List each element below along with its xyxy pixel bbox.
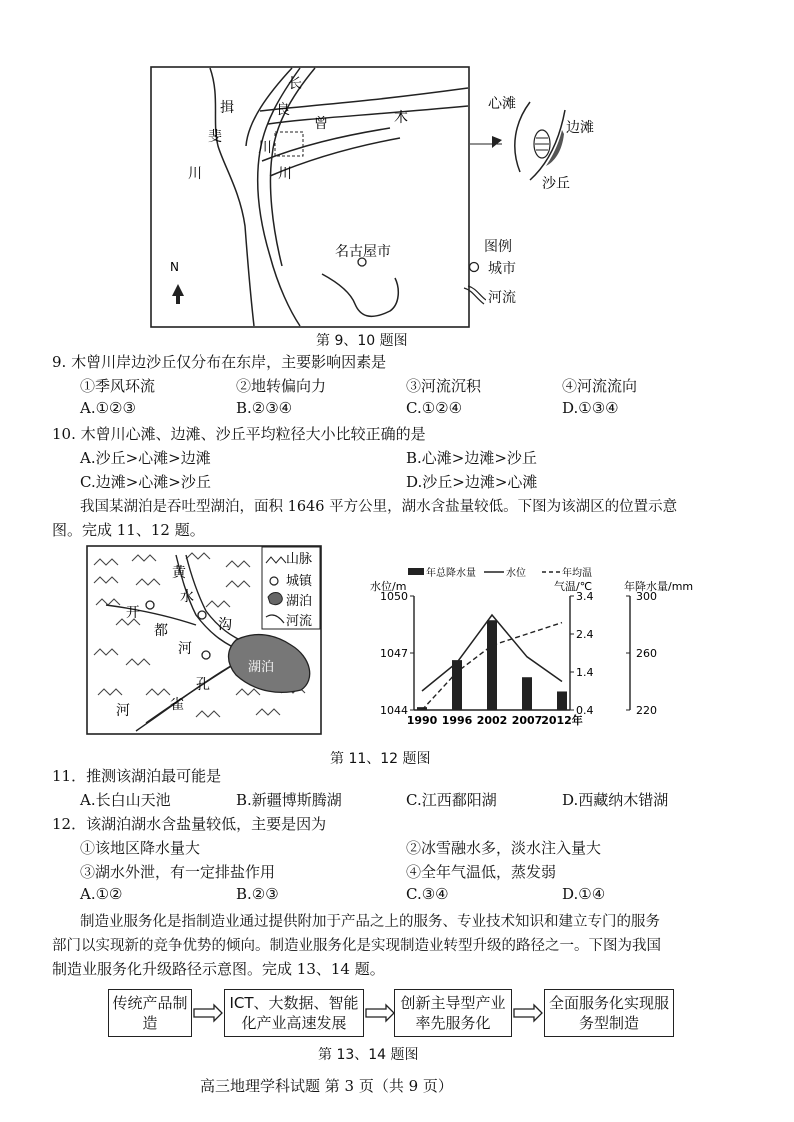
right-tick-label: 260 (636, 647, 657, 660)
north-label: N (170, 260, 179, 274)
q9-option-a[interactable]: A.①②③ (80, 399, 136, 417)
legend2-mountain: 山脉 (286, 552, 313, 567)
map1-char-0: 长 (288, 76, 302, 92)
precip-bar (452, 660, 462, 710)
q12-item-4: ④全年气温低，蒸发弱 (406, 863, 557, 881)
legend-city: 城市 (488, 261, 516, 277)
map1-char-1: 揖 (220, 100, 234, 116)
q12-item-2: ②冰雪融水多，淡水注入量大 (406, 839, 602, 857)
q9-option-d[interactable]: D.①③④ (562, 399, 619, 417)
x-tick-label: 2002 (476, 714, 508, 727)
inset-xintan: 心滩 (488, 96, 516, 112)
left-tick-label: 1047 (380, 647, 408, 660)
intro-13-line3: 制造业服务化升级路径示意图。完成 13、14 题。 (52, 960, 385, 978)
axis-mid-label: 气温/℃ (554, 580, 593, 593)
kiso-river-map (150, 66, 470, 328)
map2-char-1: 水 (180, 589, 194, 605)
legend2-river: 河流 (286, 614, 313, 629)
q11-option-c[interactable]: C.江西鄱阳湖 (406, 791, 497, 809)
x-tick-label: 1996 (441, 714, 473, 727)
flow-box-2: ICT、大数据、智能化产业高速发展 (224, 989, 364, 1037)
city-label: 名古屋市 (335, 244, 391, 260)
intro-13-line2: 部门以实现新的竞争优势的倾向。制造业服务化是实现制造业转型升级的路径之一。下图为我国 (52, 938, 661, 954)
axis-right-label: 年降水量/mm (624, 580, 694, 593)
intro-11-line2: 图。完成 11、12 题。 (52, 521, 205, 539)
axis-left-label: 水位/m (370, 580, 407, 593)
map1-char-6: 木 (394, 110, 408, 126)
lake-label: 湖泊 (248, 660, 275, 675)
right-tick-label: 220 (636, 704, 657, 717)
q9-item-2: ②地转偏向力 (236, 377, 327, 395)
legend-precip: 年总降水量 (426, 568, 476, 579)
q10-option-b[interactable]: B.心滩>边滩>沙丘 (406, 449, 537, 467)
flow-box-1: 传统产品制造 (108, 989, 192, 1037)
intro-13-line1: 制造业服务化是指制造业通过提供附加于产品之上的服务、专业技术知识和建立专门的服务 (80, 914, 660, 930)
mid-tick-label: 0.4 (576, 704, 594, 717)
map1-char-4: 良 (276, 102, 290, 118)
q9-option-c[interactable]: C.①②④ (406, 399, 463, 417)
q9-stem: 9. 木曾川岸边沙丘仅分布在东岸，主要影响因素是 (52, 353, 387, 371)
mid-tick-label: 3.4 (576, 590, 594, 603)
q9-option-b[interactable]: B.②③④ (236, 399, 293, 417)
q9-item-1: ①季风环流 (80, 377, 156, 395)
precip-bar (487, 620, 497, 710)
legend2-lake: 湖泊 (286, 594, 313, 609)
map1-legend-icons (462, 258, 486, 310)
legend-temp: 年均温 (562, 568, 592, 579)
intro-11-line1: 我国某湖泊是吞吐型湖泊，面积 1646 平方公里，湖水含盐量较低。下图为该湖区的位置示意 (80, 499, 678, 515)
q9-item-3: ③河流沉积 (406, 377, 482, 395)
mid-tick-label: 1.4 (576, 666, 594, 679)
flow-arrows (190, 1000, 550, 1026)
map1-char-8: 川 (278, 166, 292, 182)
map1-legend-title: 图例 (484, 239, 512, 255)
legend-river: 河流 (488, 290, 516, 306)
map1-char-7: 川 (258, 140, 272, 156)
q12-option-b[interactable]: B.②③ (236, 885, 279, 903)
figure-caption-9-10: 第 9、10 题图 (316, 333, 408, 349)
legend-waterlevel: 水位 (506, 568, 526, 579)
precip-bar (522, 677, 532, 710)
q12-option-a[interactable]: A.①② (80, 885, 123, 903)
q11-option-b[interactable]: B.新疆博斯腾湖 (236, 791, 342, 809)
x-tick-label: 2007 (511, 714, 543, 727)
page-footer: 高三地理学科试题 第 3 页（共 9 页） (200, 1077, 453, 1095)
inset-shaqiu: 沙丘 (542, 176, 570, 192)
map2-char-0: 黄 (172, 565, 186, 581)
map1-char-2: 斐 (208, 129, 222, 145)
figure-caption-11-12: 第 11、12 题图 (330, 751, 431, 767)
map2-char-3: 都 (154, 623, 168, 639)
q10-option-d[interactable]: D.沙丘>边滩>心滩 (406, 473, 538, 491)
q12-option-c[interactable]: C.③④ (406, 885, 449, 903)
q12-item-1: ①该地区降水量大 (80, 839, 201, 857)
q9-item-4: ④河流流向 (562, 377, 638, 395)
mid-tick-label: 2.4 (576, 628, 594, 641)
left-tick-label: 1050 (380, 590, 408, 603)
flow-box-4: 全面服务化实现服务型制造 (544, 989, 674, 1037)
q12-item-3: ③湖水外泄，有一定排盐作用 (80, 863, 276, 881)
left-tick-label: 1044 (380, 704, 408, 717)
map2-char-7: 雀 (170, 697, 184, 713)
q12-option-d[interactable]: D.①④ (562, 885, 606, 903)
inset-dunes (470, 92, 600, 202)
q10-stem: 10. 木曾川心滩、边滩、沙丘平均粒径大小比较正确的是 (52, 425, 426, 443)
precip-bar (557, 691, 567, 710)
map2-char-6: 孔 (196, 677, 210, 693)
map2-char-2: 开 (126, 605, 140, 621)
legend2-town: 城镇 (286, 574, 313, 589)
map1-char-5: 曾 (314, 116, 328, 132)
q11-option-a[interactable]: A.长白山天池 (80, 791, 171, 809)
q11-option-d[interactable]: D.西藏纳木错湖 (562, 791, 669, 809)
x-tick-label: 1990 (406, 714, 438, 727)
flow-box-3: 创新主导型产业率先服务化 (394, 989, 512, 1037)
q10-option-a[interactable]: A.沙丘>心滩>边滩 (80, 449, 211, 467)
q10-option-c[interactable]: C.边滩>心滩>沙丘 (80, 473, 211, 491)
lake-climate-chart (366, 562, 706, 734)
map2-char-4: 沟 (218, 617, 232, 633)
right-tick-label: 300 (636, 590, 657, 603)
x-tick-label: 2012年 (541, 714, 583, 727)
q11-stem: 11．推测该湖泊最可能是 (52, 767, 222, 785)
map1-char-3: 川 (188, 166, 202, 182)
map2-char-8: 河 (116, 703, 130, 719)
inset-biantan: 边滩 (566, 120, 594, 136)
map2-char-5: 河 (178, 641, 192, 657)
figure-caption-13-14: 第 13、14 题图 (318, 1047, 419, 1063)
q12-stem: 12．该湖泊湖水含盐量较低，主要是因为 (52, 815, 327, 833)
lake-map (86, 545, 322, 735)
